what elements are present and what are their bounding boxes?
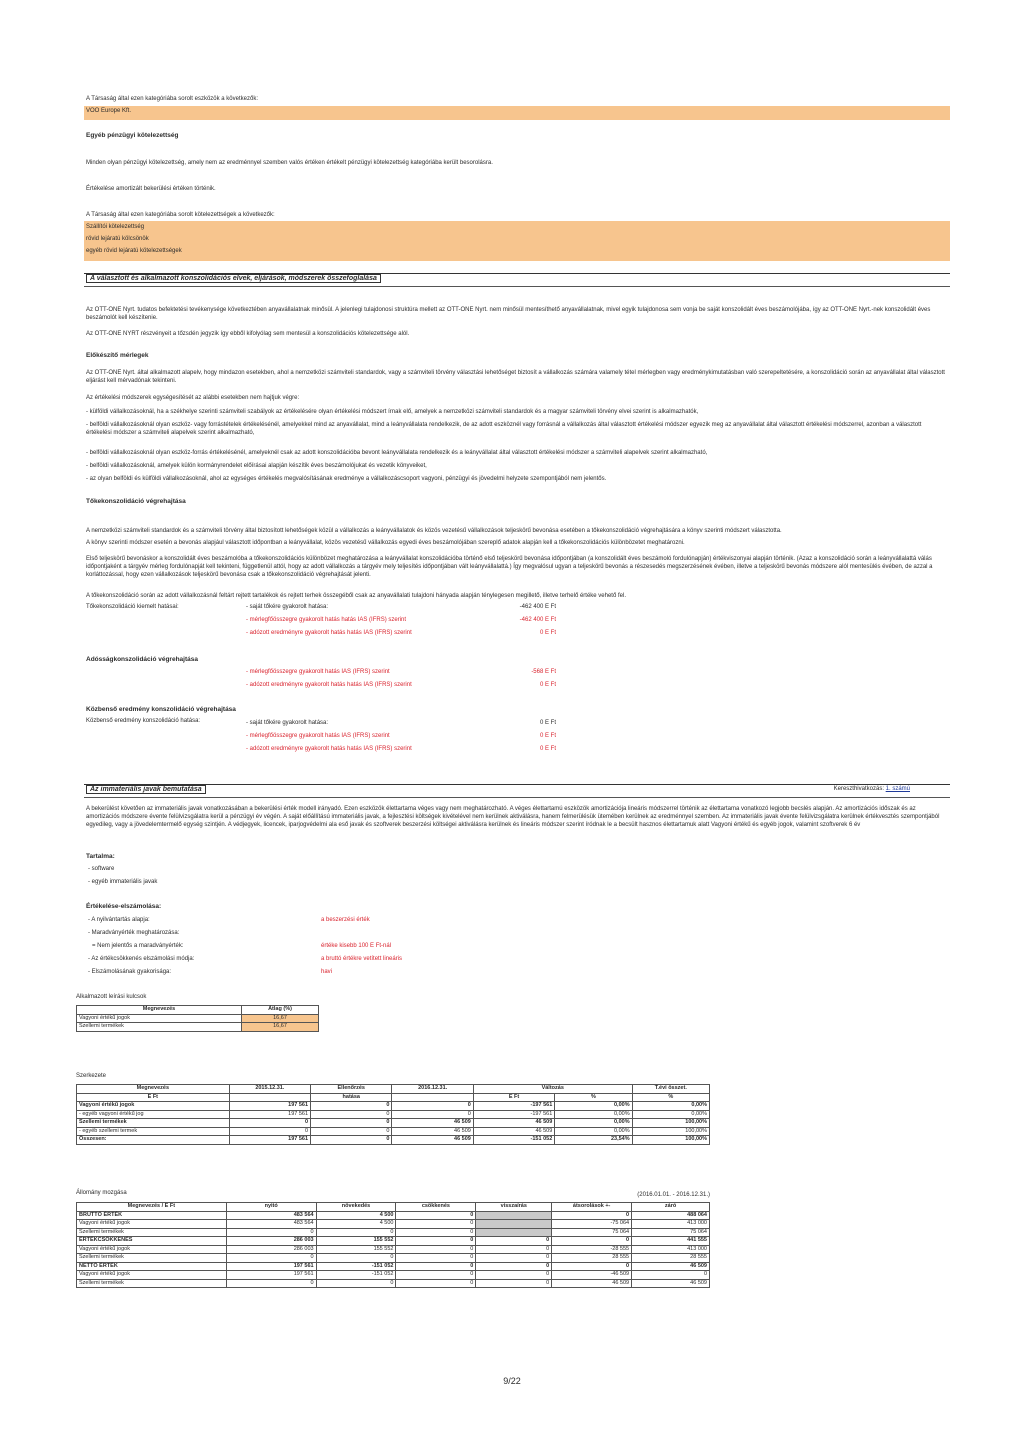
effect-label: Tőkekonszolidáció kiemelt hatásai: bbox=[86, 604, 179, 610]
table-cell: 483 564 bbox=[226, 1220, 316, 1229]
prep-item: - belföldi vállalkozásoknál, amelyek külön kormányrendelet előírásai alapján készítik éves beszámolójukat és vezetik könyveiket, bbox=[86, 463, 427, 469]
debt-row-value: -568 E Ft bbox=[531, 669, 556, 675]
structure-subheader: E Ft bbox=[77, 1093, 230, 1102]
inter-row-value: 0 E Ft bbox=[539, 746, 556, 752]
table-cell: 0 bbox=[316, 1228, 396, 1237]
table-cell: 155 552 bbox=[316, 1245, 396, 1254]
rate-cell: 16,67 bbox=[242, 1023, 319, 1032]
liability-item: Szállítói kötelezettség bbox=[86, 224, 145, 230]
table-cell: 0 bbox=[316, 1279, 396, 1288]
movement-title: Állomány mozgása bbox=[76, 1190, 127, 1196]
equity-title: Tőkekonszolidáció végrehajtása bbox=[86, 498, 186, 505]
cross-reference-label: Kereszthivatkozás: bbox=[833, 786, 884, 792]
table-cell: 0 bbox=[226, 1228, 316, 1237]
table-cell: 197 561 bbox=[229, 1110, 310, 1119]
movement-table bbox=[76, 1202, 710, 1288]
highlight-box bbox=[84, 221, 950, 261]
table-cell: 0 bbox=[476, 1245, 552, 1254]
table-cell: 197 561 bbox=[226, 1271, 316, 1280]
cross-reference bbox=[834, 786, 910, 792]
prep-item: - belföldi vállalkozásoknál olyan eszköz-forrás értékelésénél, amelyeknél csak az adott konszolidációba bevont leányvállalata rendelkezik és a leányvállalat által választott értékelési módszer a számviteli alapelvek szerint alkalmazható, bbox=[86, 450, 708, 456]
inter-row-label: - adózott eredményre gyakorolt hatás hatás IAS (IFRS) szerint bbox=[246, 746, 412, 752]
eval-value: a bruttó értékre vetített lineáris bbox=[321, 956, 403, 962]
table-cell: 0 bbox=[316, 1254, 396, 1263]
table-cell: 75 064 bbox=[632, 1228, 710, 1237]
table-cell: 0 bbox=[226, 1279, 316, 1288]
table-cell: 0 bbox=[552, 1237, 632, 1246]
debt-row-label: - mérlegfőösszegre gyakorolt hatás IAS (IFRS) szerint bbox=[246, 669, 390, 675]
table-cell: - egyéb szellemi termek bbox=[77, 1127, 230, 1136]
table-cell: 197 561 bbox=[226, 1262, 316, 1271]
table-cell: 4 500 bbox=[316, 1211, 396, 1220]
table-row bbox=[77, 1237, 710, 1246]
prep-item: - belföldi vállalkozásoknál olyan eszköz- vagy forrástételek értékelésénél, amelyekkel mind az anyavállalat, mind a leányvállalata rendelkezik, de az adott eszköznél vagy forrásnál a vállalkozás által választott értékelési módszer egyezik meg az anyavállalat által választott értékelési módszerrel, azonban a választott értékelési módszer a számviteli alapelvek szerint alkalmazható, bbox=[86, 422, 922, 436]
other-liabilities-p1: Minden olyan pénzügyi kötelezettség, amely nem az eredménnyel szemben valós értéken értékelt pénzügyi kötelezettség kategóriába került besorolásra. bbox=[86, 160, 493, 166]
movement-header: záró bbox=[632, 1203, 710, 1212]
debt-row-value: 0 E Ft bbox=[539, 682, 556, 688]
table-cell: 0 bbox=[311, 1127, 392, 1136]
table-cell: 483 564 bbox=[226, 1211, 316, 1220]
eval-value: havi bbox=[321, 969, 333, 975]
table-cell: 0 bbox=[392, 1102, 473, 1111]
equity-p1: A nemzetközi számviteli standardok és a számviteli törvény által biztosított lehetőségek közül a vállalkozás a leányvállalatok és közös vezetésű vállalkozások teljeskörű bevonása esetében a tőkekonszolidáció végrehajtására a könyv szerinti módszert választotta. bbox=[86, 528, 782, 534]
table-cell: 0 bbox=[396, 1211, 476, 1220]
intro-highlight: VOO Europe Kft. bbox=[86, 108, 132, 114]
table-cell: 197 561 bbox=[229, 1102, 310, 1111]
table-cell: 0 bbox=[392, 1110, 473, 1119]
intercompany-title: Közbenső eredmény konszolidáció végrehajtása bbox=[86, 706, 236, 713]
table-cell: 46 509 bbox=[473, 1127, 554, 1136]
effect-row-value: -462 400 E Ft bbox=[519, 617, 556, 623]
structure-subheader: % bbox=[632, 1093, 709, 1102]
table-cell: 0,00% bbox=[555, 1127, 632, 1136]
structure-subheader: hatása bbox=[311, 1093, 392, 1102]
table-cell bbox=[476, 1211, 552, 1220]
eval-value: értéke kisebb 100 E Ft-nál bbox=[321, 943, 392, 949]
eval-label: - Az értékcsökkenés elszámolási módja: bbox=[88, 956, 195, 962]
eval-label: - A nyilvántartás alapja: bbox=[88, 917, 150, 923]
table-cell: Összesen: bbox=[77, 1136, 230, 1145]
table-cell: -151 052 bbox=[316, 1262, 396, 1271]
rate-cell: 16,67 bbox=[242, 1014, 319, 1023]
page-number: 9/22 bbox=[503, 1376, 521, 1386]
table-row bbox=[77, 1119, 710, 1128]
structure-table bbox=[76, 1084, 710, 1145]
table-cell: 100,00% bbox=[632, 1136, 709, 1145]
structure-header: Változás bbox=[473, 1085, 632, 1094]
table-cell: 0 bbox=[632, 1271, 710, 1280]
table-cell: 286 003 bbox=[226, 1245, 316, 1254]
table-cell: 0 bbox=[229, 1127, 310, 1136]
table-cell: 0 bbox=[396, 1254, 476, 1263]
structure-header: 2016.12.31. bbox=[392, 1085, 473, 1094]
table-cell: Szellemi termékek bbox=[77, 1254, 227, 1263]
table-cell: 0,00% bbox=[555, 1102, 632, 1111]
eval-label: - Maradványérték meghatározása: bbox=[88, 930, 180, 936]
content-title: Tartalma: bbox=[86, 853, 115, 860]
prep-p1: Az OTT-ONE Nyrt. által alkalmazott alapelv, hogy mindazon esetekben, ahol a nemzetközi számviteli standardok, vagy a számviteli törvény választási lehetőséget biztosít a vállalkozás számára valamely tétel mérlegben vagy eredménykimutatásban való szerepeltetésére, a konszolidáció során az anyavállalat által választott eljárást kell mérvadónak tekinteni. bbox=[86, 370, 945, 384]
table-cell: Szellemi termékek bbox=[77, 1119, 230, 1128]
table-cell: 0 bbox=[396, 1237, 476, 1246]
table-cell: -197 561 bbox=[473, 1110, 554, 1119]
table-cell: 0 bbox=[396, 1228, 476, 1237]
intercompany-label: Közbenső eredmény konszolidáció hatása: bbox=[86, 718, 201, 724]
table-row bbox=[77, 1110, 710, 1119]
table-row bbox=[77, 1228, 710, 1237]
liability-item: egyéb rövid lejáratú kötelezettségek bbox=[86, 248, 182, 254]
table-cell: 46 509 bbox=[392, 1119, 473, 1128]
table-cell: 0 bbox=[396, 1220, 476, 1229]
table-cell: 0 bbox=[229, 1119, 310, 1128]
table-cell: 0 bbox=[396, 1279, 476, 1288]
table-cell: 75 064 bbox=[552, 1228, 632, 1237]
structure-subheader bbox=[392, 1093, 473, 1102]
intangibles-p1: A bekerülést követően az immateriális javak vonatkozásában a bekerülési érték modell irányadó. Ezen eszközök élettartama véges vagy nem meghatározható. A véges élettartamú eszközök amortizációja lineáris módszerrel történik az élettartama vonatkozó legjobb becslés alapján. Az amortizációs időszak és az amortizációs módszere évente felülvizsgálatra kerül a pénzügyi év végén. A saját előállítású immateriális javak, a fejlesztési költségek kivételével nem kerülnek aktiválásra, hanem felmerülésük ütemében kerülnek az eredménnyel szemben. Az immateriális javak évente felülvizsgálatra kerülnek értékvesztés szempontjából egyedileg, vagy a jövedelemtermelő egység szintjén. A védjegyek, licencek, iparjogvédelmi ala eső javak és szoftverek beszerzési költségei aktiválásra kerülnek és lineáris módszer szerint íródnak le a becsült hasznos élettartamuk alatt Vagyoni értékű és egyéb jogok, valamint szoftverek 6 év bbox=[86, 806, 940, 828]
table-cell: 46 509 bbox=[392, 1136, 473, 1145]
table-cell: 0 bbox=[311, 1119, 392, 1128]
table-row bbox=[77, 1127, 710, 1136]
table-cell: Vagyoni értékű jogok bbox=[77, 1271, 227, 1280]
structure-header: T.évi összet. bbox=[632, 1085, 709, 1094]
table-cell: 0 bbox=[396, 1262, 476, 1271]
table-cell: Vagyoni értékű jogok bbox=[77, 1245, 227, 1254]
rate-cell: Vagyoni értékű jogok bbox=[77, 1014, 242, 1023]
table-cell: 4 500 bbox=[316, 1220, 396, 1229]
table-cell: 0 bbox=[311, 1110, 392, 1119]
table-cell bbox=[476, 1220, 552, 1229]
cross-reference-link[interactable]: 1. számú bbox=[885, 786, 910, 792]
table-cell: Szellemi termékek bbox=[77, 1279, 227, 1288]
prep-item: - az olyan belföldi és külföldi vállalkozásoknál, ahol az egységes értékelés megvalósításának eredménye a vállalkozáscsoport vagyoni, pénzügyi és jövedelmi helyzete szempontjából nem jelentős. bbox=[86, 476, 607, 482]
consolidation-header bbox=[84, 273, 950, 287]
content-item: - software bbox=[88, 866, 115, 872]
rate-header: Megnevezés bbox=[77, 1006, 242, 1015]
table-cell: 0,00% bbox=[632, 1102, 709, 1111]
table-cell: NETTÓ ÉRTÉK bbox=[77, 1262, 227, 1271]
movement-header: átsorolások +- bbox=[552, 1203, 632, 1212]
table-cell: 46 509 bbox=[632, 1279, 710, 1288]
eval-title: Értékelése-elszámolása: bbox=[86, 903, 162, 910]
consolidation-header-label: A választott és alkalmazott konszolidációs elvek, eljárások, módszerek összefoglalása bbox=[86, 274, 381, 283]
effect-row-value: 0 E Ft bbox=[539, 630, 556, 636]
inter-row-value: 0 E Ft bbox=[539, 720, 556, 726]
intro-line: A Társaság által ezen kategóriába sorolt eszközök a következők: bbox=[86, 96, 258, 102]
prep-title: Előkészítő mérlegek bbox=[86, 352, 149, 359]
table-cell: 155 552 bbox=[316, 1237, 396, 1246]
table-cell: 100,00% bbox=[632, 1127, 709, 1136]
table-cell: -46 509 bbox=[552, 1271, 632, 1280]
movement-header: növekedés bbox=[316, 1203, 396, 1212]
rate-cell: Szellemi termékek bbox=[77, 1023, 242, 1032]
table-row bbox=[77, 1220, 710, 1229]
table-cell: Vagyoni értékű jogok bbox=[77, 1102, 230, 1111]
inter-row-value: 0 E Ft bbox=[539, 733, 556, 739]
table-cell: -28 555 bbox=[552, 1245, 632, 1254]
other-liabilities-p3: A Társaság által ezen kategóriába sorolt kötelezettségek a következők: bbox=[86, 212, 275, 218]
table-cell: 413 000 bbox=[632, 1245, 710, 1254]
equity-p4: A tőkekonszolidáció során az adott vállalkozásnál feltárt rejtett tartalékok és rejtett terhek összegéből csak az anyavállalati tulajdoni hányada alapján ténylegesen megillető, illetve terhelő értéke vehető fel. bbox=[86, 593, 626, 599]
rate-table bbox=[76, 1005, 319, 1032]
intangibles-header-label: Az immateriális javak bemutatása bbox=[86, 785, 206, 794]
inter-row-label: - mérlegfőösszegre gyakorolt hatás IAS (IFRS) szerint bbox=[246, 733, 390, 739]
table-cell: ÉRTÉKCSÖKKENÉS bbox=[77, 1237, 227, 1246]
table-row bbox=[77, 1262, 710, 1271]
equity-p2: A könyv szerinti módszer esetén a bevonás alapjául választott időpontban a leányvállalat, közös vezetésű vállalkozás egyedi éves beszámolójában szereplő adatok alapján kell a tőkekonszolidációs különbözetet meghatározni. bbox=[86, 540, 685, 546]
table-cell bbox=[476, 1228, 552, 1237]
table-cell: 0 bbox=[311, 1136, 392, 1145]
inter-row-label: - saját tőkére gyakorolt hatása: bbox=[246, 720, 329, 726]
table-cell: 0 bbox=[552, 1262, 632, 1271]
table-cell: -151 052 bbox=[316, 1271, 396, 1280]
table-cell: 100,00% bbox=[632, 1119, 709, 1128]
eval-label: - Elszámolásának gyakorisága: bbox=[88, 969, 172, 975]
table-cell: 0 bbox=[311, 1102, 392, 1111]
table-row bbox=[77, 1211, 710, 1220]
effect-row-label: - mérlegfőösszegre gyakorolt hatás hatás IAS (IFRS) szerint bbox=[246, 617, 407, 623]
table-cell: 0 bbox=[476, 1254, 552, 1263]
table-row bbox=[77, 1254, 710, 1263]
structure-subheader bbox=[229, 1093, 310, 1102]
debt-row-label: - adózott eredményre gyakorolt hatás hatás IAS (IFRS) szerint bbox=[246, 682, 412, 688]
table-cell: 23,54% bbox=[555, 1136, 632, 1145]
rate-header: Átlag (%) bbox=[242, 1006, 319, 1015]
table-cell: -75 064 bbox=[552, 1220, 632, 1229]
consolidation-p1: Az OTT-ONE Nyrt. tudatos befektetési tevékenysége következtében anyavállalatnak minősül. A jelenlegi tulajdonosi struktúra mellett az OTT-ONE Nyrt. nem minősül mentesíthető anyavállalatnak, mivel egyik tulajdonosa sem vonja be saját konszolidált éves beszámolójába, így az OTT-ONE Nyrt.-nek konszolidált éves beszámolót kell készítenie. bbox=[86, 307, 931, 321]
rate-title: Alkalmazott leírási kulcsok bbox=[76, 994, 147, 1000]
movement-header: visszaírás bbox=[476, 1203, 552, 1212]
table-row bbox=[77, 1102, 710, 1111]
structure-subheader: E Ft bbox=[473, 1093, 554, 1102]
effect-row-label: - adózott eredményre gyakorolt hatás hatás IAS (IFRS) szerint bbox=[246, 630, 412, 636]
table-cell: 0 bbox=[396, 1271, 476, 1280]
table-cell: 0 bbox=[552, 1211, 632, 1220]
table-cell: 0,00% bbox=[555, 1119, 632, 1128]
effect-row-value: -462 400 E Ft bbox=[519, 604, 556, 610]
table-cell: Vagyoni értékű jogok bbox=[77, 1220, 227, 1229]
table-cell: 488 064 bbox=[632, 1211, 710, 1220]
table-row bbox=[77, 1271, 710, 1280]
table-cell: BRUTTÓ ÉRTÉK bbox=[77, 1211, 227, 1220]
movement-header: csökkenés bbox=[396, 1203, 476, 1212]
table-cell: 0,00% bbox=[555, 1110, 632, 1119]
highlight-box bbox=[84, 106, 950, 120]
table-cell: 0 bbox=[476, 1271, 552, 1280]
movement-header: Megnevezés / E Ft bbox=[77, 1203, 227, 1212]
equity-p3: Első teljeskörű bevonáskor a konszolidált éves beszámolóba a tőkekonszolidációs különbözet meghatározása a leányvállalat konszolidációba történő első teljeskörű bevonása időpontjában (a konszolidált éves beszámoló fordulónapján) értékviszonyai alapján történik. (Azaz a konszolidáció során a leányvállalattá válás időpontjaként a tárgyév mérleg fordulónapját kell tekinteni, függetlenül attól, hogy az adott vállalkozás a tárgyév mely teljesítés időpontjában vált leányvállalattá.) Így megvalósul ugyan a teljeskörű bevonás a részesedés megszerzésének évében, illetve a teljeskörű bevonás módszere alól mentesülés évében, de azzal a korláttozással, hogy ezen vállalkozások teljeskörű bevonása csak a tőkekonszolidáció végrehajtását jelenti. bbox=[86, 556, 933, 578]
other-liabilities-title: Egyéb pénzügyi kötelezettség bbox=[86, 132, 179, 139]
debt-title: Adósságkonszolidáció végrehajtása bbox=[86, 656, 198, 663]
table-cell: 28 555 bbox=[552, 1254, 632, 1263]
consolidation-p2: Az OTT-ONE NYRT részvényeit a tőzsdén jegyzik így ebből kifolyólag sem mentesül a konszolidációs kötelezettsége alól. bbox=[86, 331, 410, 337]
table-cell: - egyéb vagyoni értékű jog bbox=[77, 1110, 230, 1119]
table-cell: 46 509 bbox=[473, 1119, 554, 1128]
table-cell: 0 bbox=[476, 1237, 552, 1246]
movement-period: (2016.01.01. - 2016.12.31.) bbox=[637, 1192, 710, 1198]
table-row bbox=[77, 1014, 319, 1023]
table-cell: 46 509 bbox=[552, 1279, 632, 1288]
liability-item: rövid lejáratú kölcsönök bbox=[86, 236, 149, 242]
table-cell: 0 bbox=[476, 1262, 552, 1271]
table-cell: -151 052 bbox=[473, 1136, 554, 1145]
structure-header: 2015.12.31. bbox=[229, 1085, 310, 1094]
table-cell: 413 000 bbox=[632, 1220, 710, 1229]
intangibles-header bbox=[84, 784, 950, 798]
table-cell: Szellemi termékek bbox=[77, 1228, 227, 1237]
table-cell: 46 509 bbox=[392, 1127, 473, 1136]
table-cell: 46 509 bbox=[632, 1262, 710, 1271]
movement-header: nyitó bbox=[226, 1203, 316, 1212]
structure-subheader: % bbox=[555, 1093, 632, 1102]
table-row bbox=[77, 1136, 710, 1145]
table-cell: -197 561 bbox=[473, 1102, 554, 1111]
prep-p2: Az értékelési módszerek egységesítését az alábbi esetekben nem hajtjuk végre: bbox=[86, 395, 300, 401]
table-cell: 197 561 bbox=[229, 1136, 310, 1145]
table-cell: 441 555 bbox=[632, 1237, 710, 1246]
table-row bbox=[77, 1245, 710, 1254]
structure-header: Ellenőrzés bbox=[311, 1085, 392, 1094]
structure-title: Szerkezete bbox=[76, 1073, 107, 1079]
structure-header: Megnevezés bbox=[77, 1085, 230, 1094]
table-cell: 28 555 bbox=[632, 1254, 710, 1263]
eval-value: a beszerzési érték bbox=[321, 917, 370, 923]
table-row bbox=[77, 1279, 710, 1288]
table-cell: 0 bbox=[476, 1279, 552, 1288]
table-row bbox=[77, 1023, 319, 1032]
content-item: - egyéb immateriális javak bbox=[88, 879, 158, 885]
prep-item: - külföldi vállalkozásoknál, ha a székhelye szerinti számviteli szabályok az értékelésére olyan értékelési módszert írnak elő, amelyek a nemzetközi számviteli standardok és a magyar számviteli törvény elvei szerint is alkalmazhatók, bbox=[86, 409, 699, 415]
other-liabilities-p2: Értékelése amortizált bekerülési értéken történik. bbox=[86, 186, 216, 192]
table-cell: 286 003 bbox=[226, 1237, 316, 1246]
table-cell: 0 bbox=[396, 1245, 476, 1254]
table-cell: 0 bbox=[226, 1254, 316, 1263]
eval-label: = Nem jelentős a maradványérték: bbox=[92, 943, 184, 949]
effect-row-label: - saját tőkére gyakorolt hatása: bbox=[246, 604, 329, 610]
table-cell: 0,00% bbox=[632, 1110, 709, 1119]
